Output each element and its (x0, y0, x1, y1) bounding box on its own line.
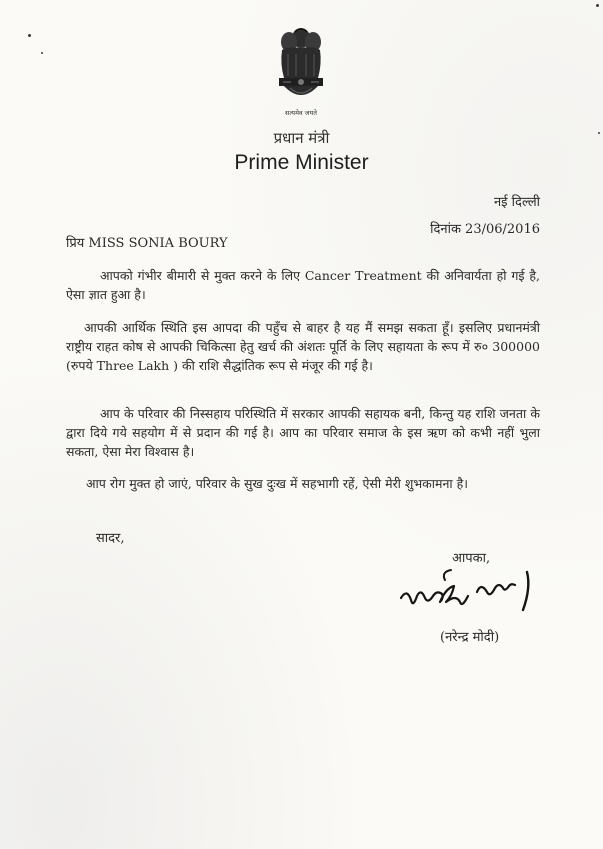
closing: सादर, (96, 531, 125, 546)
scan-speck (596, 4, 599, 7)
scan-speck (28, 34, 31, 37)
place: नई दिल्ली (493, 195, 540, 210)
salutation: प्रिय MISS SONIA BOURY (66, 236, 228, 251)
paragraph-4: आप रोग मुक्त हो जाएं, परिवार के सुख दुःख में सहभागी रहें, ऐसी मेरी शुभकामना है। (86, 476, 469, 491)
paragraph-1: आपको गंभीर बीमारी से मुक्त करने के लिए Cancer Treatment की अनिवार्यता हो गई है, ऐसा ज्ञात हुआ है। (66, 268, 540, 302)
ashoka-emblem-icon (270, 24, 332, 120)
date: दिनांक 23/06/2016 (430, 222, 540, 237)
paragraph-2: आपकी आर्थिक स्थिति इस आपदा की पहुँच से बाहर है यह मैं समझ सकता हूँ। इसलिए प्रधानमंत्री राष्ट्रीय राहत कोष से आपकी चिकित्सा हेतु खर्च की अंशतः पूर्ति के लिए सहायता के रूप में रु० 300000 (रुपये Three Lakh ) की राशि सैद्धांतिक रूप से मंजूर की गई है। (66, 320, 540, 373)
scan-speck (41, 52, 43, 54)
title-hindi: प्रधान मंत्री (273, 129, 330, 147)
yours: आपका, (452, 551, 491, 566)
signer-name: (नरेन्द्र मोदी) (440, 630, 500, 645)
emblem-motto: सत्यमेव जयते (285, 109, 317, 117)
title-english: Prime Minister (234, 151, 369, 174)
handwritten-signature (395, 566, 545, 618)
paragraph-3: आप के परिवार की निस्सहाय परिस्थिति में सरकार आपकी सहायक बनी, किन्तु यह राशि जनता के द्वारा दिये गये सहयोग में से प्रदान की गई है। आप का परिवार समाज के इस ऋण को कभी नहीं भुला सकता, ऐसा मेरा विश्वास है। (66, 406, 540, 459)
scan-speck (598, 132, 600, 134)
